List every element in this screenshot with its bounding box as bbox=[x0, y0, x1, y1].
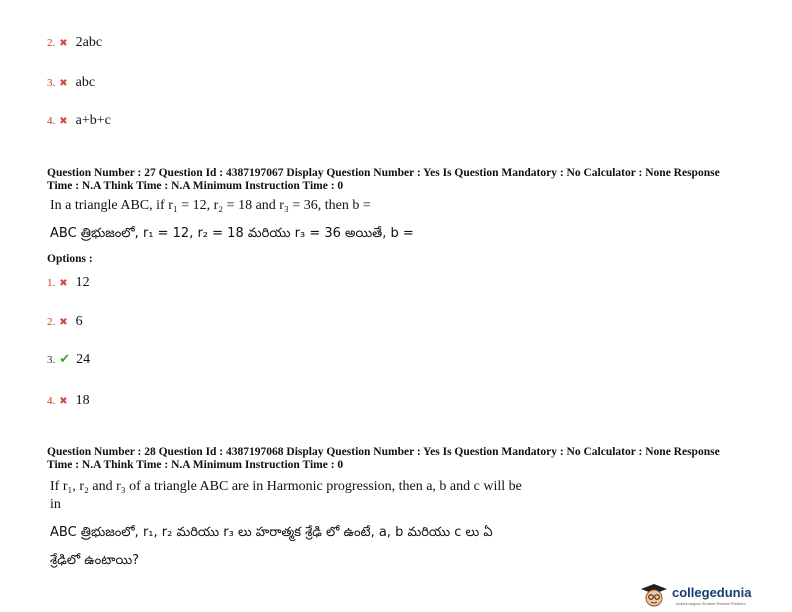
check-icon: ✔ bbox=[59, 352, 71, 367]
cross-icon: ✖ bbox=[59, 116, 68, 127]
prev-option-3 bbox=[47, 73, 95, 91]
option-number: 4. bbox=[47, 395, 56, 407]
q27-option-3 bbox=[47, 350, 90, 368]
q28-meta-line2: Time : N.A Think Time : N.A Minimum Instruction Time : 0 bbox=[47, 459, 344, 471]
cross-icon: ✖ bbox=[59, 38, 68, 49]
q27-meta-line2: Time : N.A Think Time : N.A Minimum Instruction Time : 0 bbox=[47, 180, 344, 192]
prev-option-2 bbox=[47, 33, 102, 51]
q28-question-telugu-line1: ABC త్రిభుజంలో, r₁, r₂ మరియు r₃ లు హరాత్మక శ్రేఢి లో ఉంటే, a, b మరియు c లు ఏ bbox=[50, 525, 493, 540]
q27-option-2 bbox=[47, 312, 83, 330]
q27-options-label: Options : bbox=[47, 253, 93, 265]
option-number: 1. bbox=[47, 277, 56, 289]
option-number: 3. bbox=[47, 77, 56, 89]
q27-option-4 bbox=[47, 391, 90, 409]
option-number: 3. bbox=[47, 354, 56, 366]
option-value: 18 bbox=[75, 393, 90, 408]
option-value: abc bbox=[75, 75, 96, 90]
option-value: 12 bbox=[75, 275, 90, 290]
q28-meta-line1: Question Number : 28 Question Id : 4387197068 Display Question Number : Yes Is Question Mandatory : No Calculator : None Response bbox=[47, 446, 720, 458]
option-number: 2. bbox=[47, 37, 56, 49]
option-number: 2. bbox=[47, 316, 56, 328]
q27-meta-line1: Question Number : 27 Question Id : 4387197067 Display Question Number : Yes Is Question Mandatory : No Calculator : None Response bbox=[47, 167, 720, 179]
option-value: 24 bbox=[76, 352, 91, 367]
q28-question-english-line1: If r₁, r₂ and r₃ of a triangle ABC are in Harmonic progression, then a, b and c will be bbox=[50, 479, 522, 494]
cross-icon: ✖ bbox=[59, 78, 68, 89]
logo-tagline: India's largest Student Review Platform bbox=[676, 601, 746, 606]
prev-option-4 bbox=[47, 111, 111, 129]
q27-question-telugu: ABC త్రిభుజంలో, r₁ = 12, r₂ = 18 మరియు r₃ = 36 అయితే, b = bbox=[50, 226, 414, 241]
q27-option-1 bbox=[47, 273, 90, 291]
graduate-mascot-icon bbox=[640, 582, 668, 608]
q27-question-english: In a triangle ABC, if r₁ = 12, r₂ = 18 and r₃ = 36, then b = bbox=[50, 198, 371, 213]
q28-question-telugu-line2: శ్రేఢిలో ఉంటాయి? bbox=[50, 553, 140, 568]
collegedunia-logo bbox=[640, 582, 788, 608]
cross-icon: ✖ bbox=[59, 278, 68, 289]
option-value: 6 bbox=[75, 314, 83, 329]
cross-icon: ✖ bbox=[59, 317, 68, 328]
cross-icon: ✖ bbox=[59, 396, 68, 407]
logo-wordmark: collegedunia bbox=[672, 585, 752, 600]
q28-question-english-line2: in bbox=[50, 497, 61, 512]
option-value: a+b+c bbox=[75, 113, 111, 128]
option-value: 2abc bbox=[75, 35, 103, 50]
option-number: 4. bbox=[47, 115, 56, 127]
